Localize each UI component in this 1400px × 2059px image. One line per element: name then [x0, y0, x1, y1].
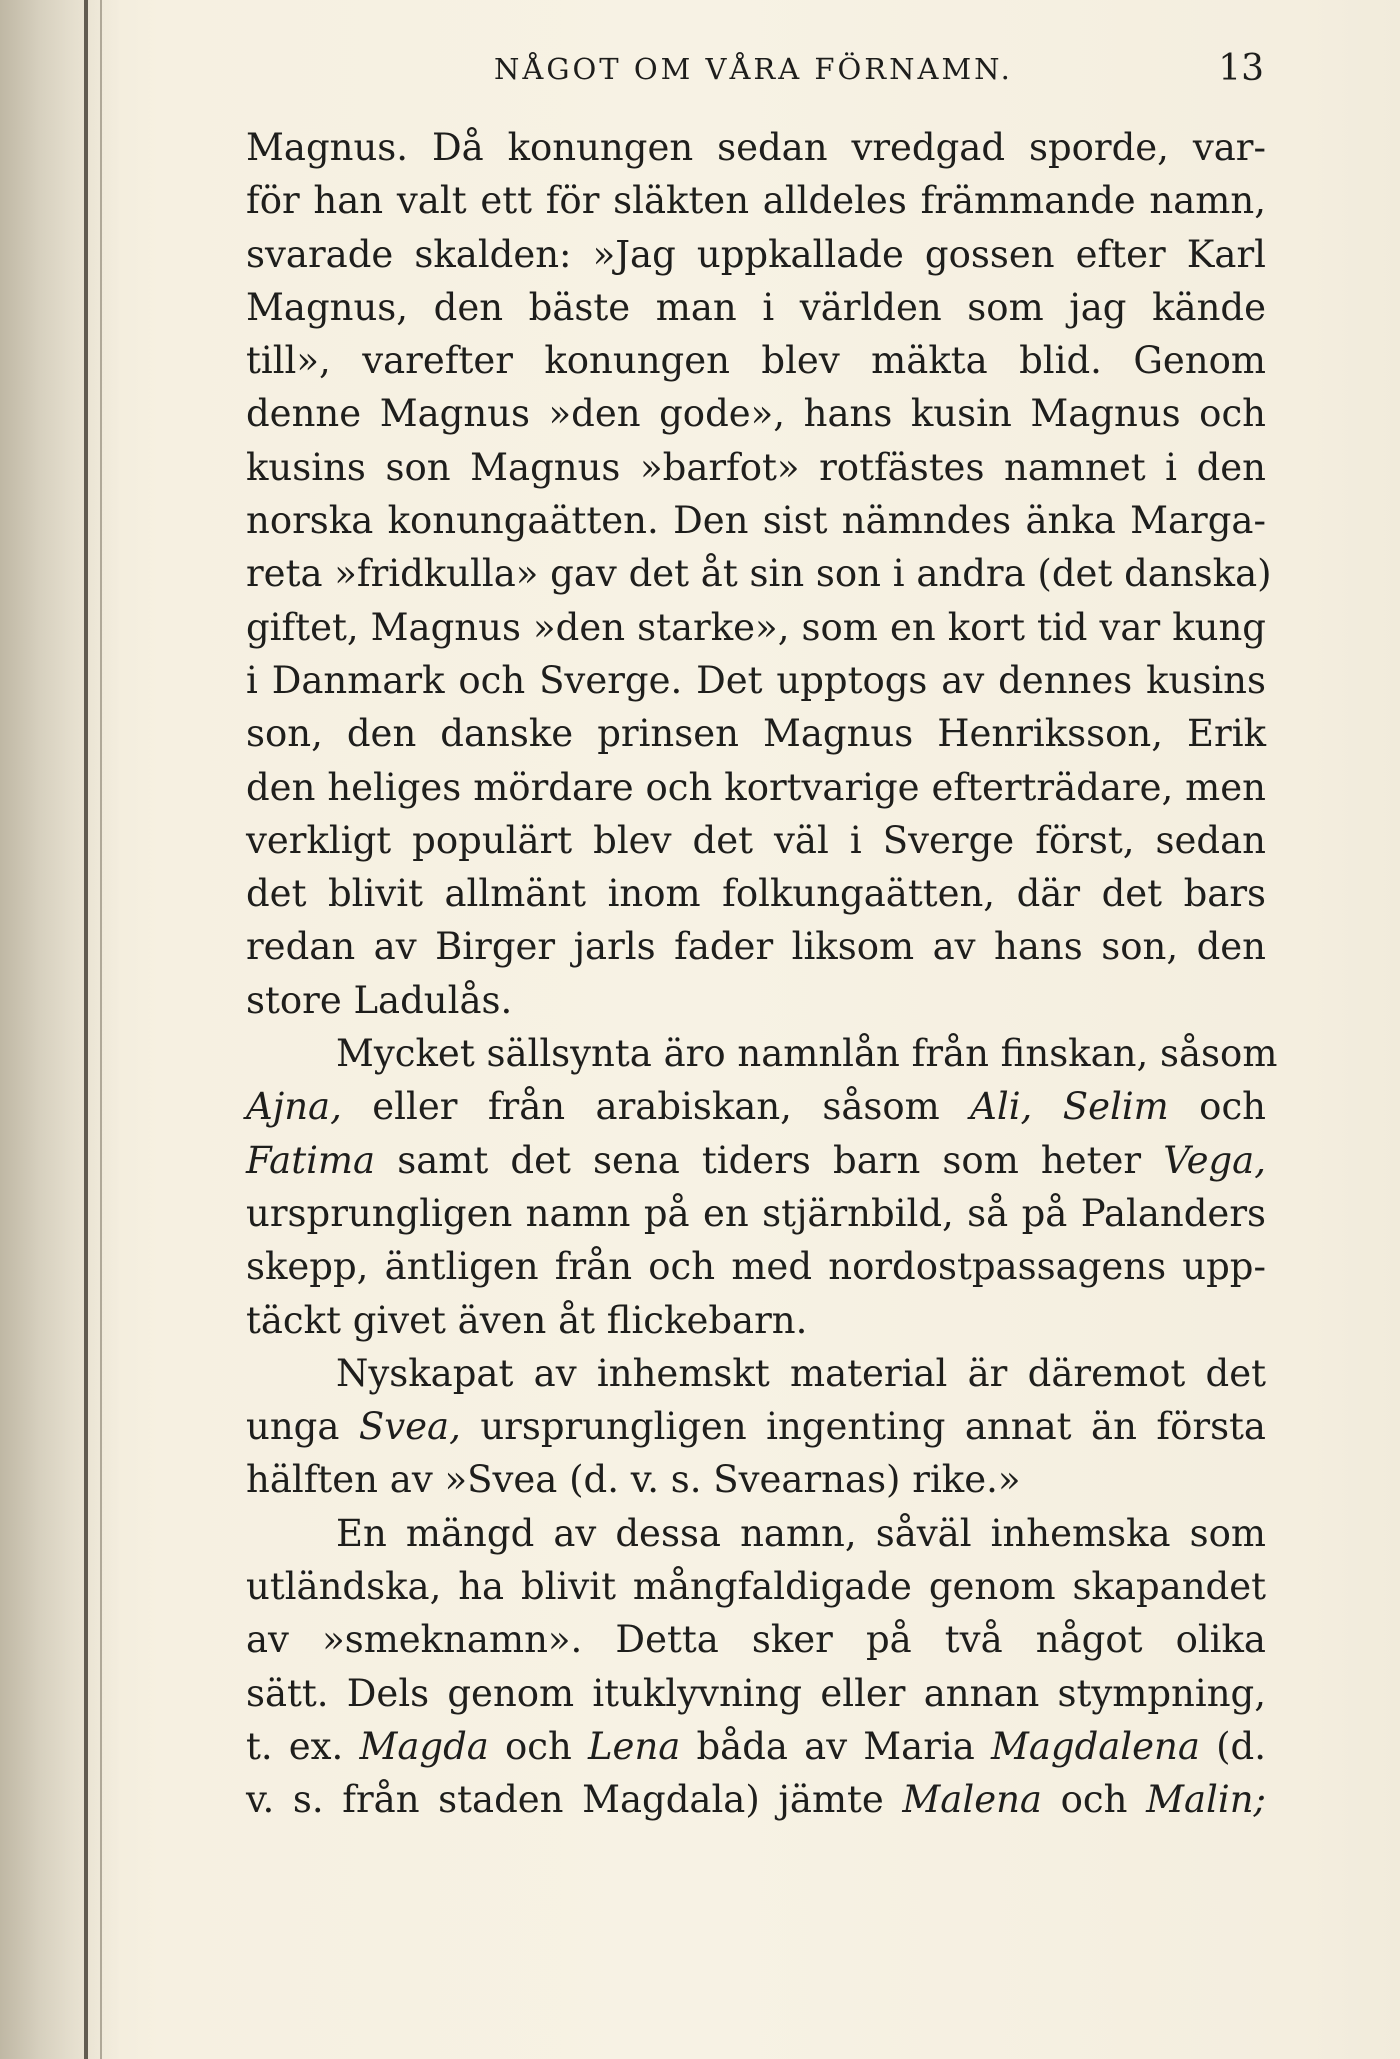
text-line: ursprungligen namn på en stjärnbild, så på Palanders	[246, 1191, 1266, 1235]
text-line: täckt givet även åt flickebarn.	[246, 1298, 808, 1342]
text-line: svarade skalden: »Jag uppkallade gossen efter Karl	[246, 232, 1266, 276]
text-run: och	[1042, 1778, 1147, 1822]
italic-name: Vega,	[1163, 1138, 1266, 1182]
italic-name: Malin;	[1146, 1778, 1266, 1822]
text-line: En mängd av dessa namn, såväl inhemska som	[336, 1511, 1266, 1555]
text-line: sätt. Dels genom ituklyvning eller annan stympning,	[246, 1671, 1266, 1715]
text-line: denne Magnus »den gode», hans kusin Magnus och	[246, 392, 1266, 436]
page-header	[246, 42, 1264, 102]
text-line: i Danmark och Sverge. Det upptogs av dennes kusins	[246, 658, 1266, 702]
text-line: redan av Birger jarls fader liksom av hans son, den	[246, 925, 1266, 969]
text-line: Nyskapat av inhemskt material är däremot det	[336, 1351, 1266, 1395]
page-number: 13	[1218, 48, 1264, 89]
italic-name: Fatima	[246, 1138, 376, 1182]
text-run: v. s. från staden Magdala) jämte	[246, 1778, 903, 1822]
text-line: skepp, äntligen från och med nordostpassagens upp-	[246, 1245, 1266, 1289]
text-line: kusins son Magnus »barfot» rotfästes namnet i den	[246, 445, 1266, 489]
text-line	[246, 1720, 1266, 1773]
text-line: för han valt ett för släkten alldeles främmande namn,	[246, 179, 1266, 223]
running-head: NÅGOT OM VÅRA FÖRNAMN.	[494, 52, 1013, 86]
text-run: samt det sena tiders barn som heter	[375, 1138, 1164, 1182]
text-line: Mycket sällsynta äro namnlån från finskan, såsom	[336, 1032, 1278, 1076]
text-run	[1032, 1085, 1062, 1128]
text-line	[246, 1773, 1266, 1826]
text-line: utländska, ha blivit mångfaldigade genom skapandet	[246, 1565, 1266, 1609]
text-run: eller från arabiskan, såsom	[341, 1085, 971, 1129]
italic-name: Magda	[359, 1724, 489, 1768]
text-line: reta »fridkulla» gav det åt sin son i andra (det danska)	[246, 552, 1272, 596]
text-line: Magnus, den bäste man i världen som jag kände	[246, 285, 1266, 329]
text-line: det blivit allmänt inom folkungaätten, där det bars	[246, 872, 1266, 916]
body-text	[246, 121, 1278, 1827]
text-line: hälften av »Svea (d. v. s. Svearnas) rike.»	[246, 1458, 1021, 1502]
text-run: båda av Maria	[680, 1724, 991, 1768]
text-line: store Ladulås.	[246, 978, 513, 1022]
text-run: (d.	[1199, 1724, 1266, 1768]
italic-name: Selim	[1062, 1085, 1169, 1129]
text-line: norska konungaätten. Den sist nämndes änka Marga-	[246, 499, 1266, 543]
text-line	[246, 1080, 1266, 1133]
text-run: unga	[246, 1405, 359, 1449]
text-run: och	[1168, 1085, 1266, 1129]
italic-name: Magdalena	[990, 1724, 1200, 1768]
text-line	[246, 1400, 1266, 1453]
text-line: Magnus. Då konungen sedan vredgad sporde, var-	[246, 126, 1266, 169]
text-line	[246, 1134, 1266, 1187]
text-line: den heliges mördare och kortvarige efterträdare, men	[246, 765, 1266, 809]
text-line: giftet, Magnus »den starke», som en kort tid var kung	[246, 605, 1266, 649]
text-run: ursprungligen ingenting annat än första	[460, 1405, 1266, 1449]
italic-name: Ajna,	[246, 1085, 342, 1129]
binding-shadow	[0, 0, 120, 2059]
binding-edge	[84, 0, 88, 2059]
italic-name: Ali,	[970, 1085, 1033, 1129]
text-line: verkligt populärt blev det väl i Sverge först, sedan	[246, 818, 1266, 862]
italic-name: Lena	[587, 1724, 681, 1768]
italic-name: Svea,	[358, 1405, 461, 1449]
text-run: t. ex.	[246, 1724, 360, 1768]
text-line: till», varefter konungen blev mäkta blid. Genom	[246, 339, 1266, 383]
text-run: och	[488, 1724, 588, 1768]
text-line: av »smeknamn». Detta sker på två något olika	[246, 1618, 1266, 1662]
italic-name: Malena	[902, 1778, 1042, 1822]
text-line: son, den danske prinsen Magnus Henriksson, Erik	[246, 712, 1266, 756]
binding-edge-secondary	[100, 0, 102, 2059]
